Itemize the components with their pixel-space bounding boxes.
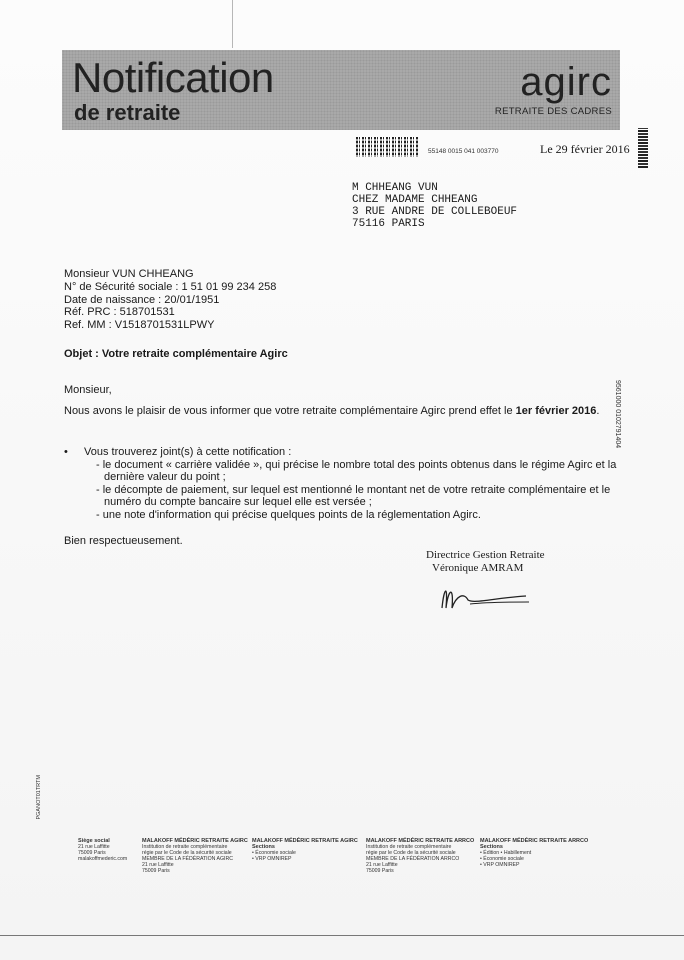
footer-line: 75009 Paris xyxy=(142,868,170,874)
address-line: 75116 PARIS xyxy=(352,218,425,230)
letter-date: Le 29 février 2016 xyxy=(540,142,630,156)
title-line1: Notification xyxy=(72,54,274,101)
footer-heading: MALAKOFF MÉDÉRIC RETRAITE ARRCO xyxy=(480,838,589,844)
footer-line: 75009 Paris xyxy=(78,850,106,856)
title-line2: de retraite xyxy=(74,100,181,125)
footer-line: • Édition • Habillement xyxy=(480,850,532,856)
footer-line: MEMBRE DE LA FÉDÉRATION ARRCO xyxy=(366,856,460,862)
info-birth-date: Date de naissance : 20/01/1951 xyxy=(64,293,220,306)
brand-tagline: RETRAITE DES CADRES xyxy=(494,106,612,117)
recipient-info xyxy=(64,268,276,332)
left-margin-code: PGANOT01TRTM xyxy=(36,775,42,820)
attachment-item-continued: numéro du compte bancaire sur lequel elle est versée ; xyxy=(104,496,372,509)
info-name: Monsieur VUN CHHEANG xyxy=(64,268,194,280)
signatory-name: Véronique AMRAM xyxy=(432,562,524,574)
footer-line: régie par le Code de la sécurité sociale xyxy=(142,850,232,856)
attachments-list xyxy=(64,446,624,522)
address-line: CHEZ MADAME CHHEANG xyxy=(352,194,478,206)
footer-line: • VRP OMNIREP xyxy=(480,862,520,868)
footer-line: Sections xyxy=(480,844,503,850)
address-line: 3 RUE ANDRE DE COLLEBOEUF xyxy=(352,206,518,218)
footer-line: 21 rue Laffitte xyxy=(366,862,398,868)
side-barcode-icon xyxy=(638,128,648,168)
bullet-icon: • xyxy=(64,446,68,458)
signatory-block xyxy=(426,549,545,575)
attachment-item: - une note d'information qui précise quelques points de la réglementation Agirc. xyxy=(96,508,481,521)
header-band xyxy=(62,50,620,130)
address-line: M CHHEANG VUN xyxy=(352,182,438,194)
footer-line: malakoffmederic.com xyxy=(78,856,128,862)
barcode-2d-icon xyxy=(356,137,418,157)
signatory-role: Directrice Gestion Retraite xyxy=(426,549,545,561)
footer-line: Institution de retraite complémentaire xyxy=(366,844,452,850)
footer-line: 21 rue Laffitte xyxy=(78,844,110,850)
info-ref-prc: Réf. PRC : 518701531 xyxy=(64,306,175,319)
attachment-item: - le décompte de paiement, sur lequel est mentionné le montant net de votre retraite complémentaire et le xyxy=(96,483,611,496)
footer-line: régie par le Code de la sécurité sociale xyxy=(366,850,456,856)
paragraph-text: Nous avons le plaisir de vous informer que votre retraite complémentaire Agirc prend effet le xyxy=(64,405,516,417)
footer-line: • Économie sociale xyxy=(252,850,296,856)
subject-line: Objet : Votre retraite complémentaire Agirc xyxy=(64,348,288,360)
footer-column xyxy=(366,838,474,874)
footer-line: MEMBRE DE LA FÉDÉRATION AGIRC xyxy=(142,856,233,862)
attachment-item-continued: dernière valeur du point ; xyxy=(104,471,226,484)
main-paragraph xyxy=(64,405,599,417)
fold-mark xyxy=(232,0,233,48)
info-ref-mm: Ref. MM : V1518701531LPWY xyxy=(64,319,215,332)
footer-heading: MALAKOFF MÉDÉRIC RETRAITE AGIRC xyxy=(142,838,248,844)
footer-heading: MALAKOFF MÉDÉRIC RETRAITE ARRCO xyxy=(366,838,475,844)
footer-column xyxy=(142,838,248,874)
paragraph-end: . xyxy=(596,405,600,417)
footer-line: 75009 Paris xyxy=(366,868,394,874)
footer-line: 21 rue Laffitte xyxy=(142,862,174,868)
footer-heading: Siège social xyxy=(78,838,110,844)
footer-line: Institution de retraite complémentaire xyxy=(142,844,228,850)
attachments-intro: Vous trouverez joint(s) à cette notification : xyxy=(84,446,292,458)
brand-logo: agirc xyxy=(520,60,612,104)
footer-heading: MALAKOFF MÉDÉRIC RETRAITE AGIRC xyxy=(252,838,358,844)
attachment-item: - le document « carrière validée », qui précise le nombre total des points obtenus dans le régime Agirc et la xyxy=(96,458,617,471)
salutation: Monsieur, xyxy=(64,384,112,396)
footer-column xyxy=(78,838,127,862)
effective-date: 1er février 2016 xyxy=(515,405,597,417)
footer-line: • VRP OMNIREP xyxy=(252,856,292,862)
footer-line: Sections xyxy=(252,844,275,850)
footer-line: • Économie sociale xyxy=(480,856,524,862)
recipient-address xyxy=(352,182,517,230)
right-margin-code: 9561000 0102791404 xyxy=(614,380,621,449)
reference-code: 55148 0015 041 003770 xyxy=(428,148,499,155)
footer-column xyxy=(252,838,358,862)
closing: Bien respectueusement. xyxy=(64,535,183,547)
info-social-security: N° de Sécurité sociale : 1 51 01 99 234 258 xyxy=(64,280,277,293)
handwritten-signature-icon xyxy=(434,578,534,618)
footer-column xyxy=(480,838,588,868)
bottom-rule xyxy=(0,935,684,936)
